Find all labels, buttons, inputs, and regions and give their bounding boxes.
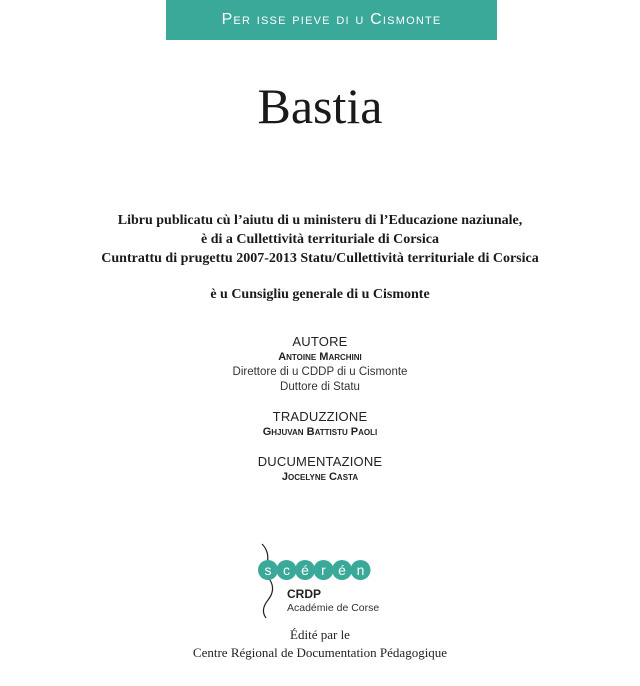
author-role: AUTORE	[292, 334, 348, 349]
page-title: Bastia	[257, 78, 383, 134]
documentation-name: Jocelyne Casta	[281, 471, 359, 483]
publisher-line-2: Centre Régional de Documentation Pédagogique	[192, 645, 448, 660]
series-banner	[166, 0, 497, 40]
intro-line-3: Cuntrattu di prugettu 2007-2013 Statu/Cullettività territuriale di Corsica	[101, 251, 539, 266]
author-detail-1: Direttore di u CDDP di u Cismonte	[232, 366, 408, 378]
translation-name: Ghjuvan Battistu Paoli	[262, 426, 378, 438]
credits-block	[0, 333, 640, 485]
logo-letter: r	[321, 562, 326, 578]
translation-role: TRADUZZIONE	[272, 409, 368, 424]
author-name: Antoine Marchini	[278, 351, 362, 363]
author-detail-2: Duttore di Statu	[280, 381, 360, 393]
credits-spacer	[0, 395, 640, 408]
logo-letter: é	[338, 562, 346, 578]
logo-letter: c	[283, 562, 290, 578]
logo-letter: s	[264, 562, 272, 578]
intro-paragraph	[0, 211, 640, 268]
academie-label: Académie de Corse	[287, 602, 380, 614]
crdp-label: CRDP	[287, 587, 322, 601]
logo-letter: é	[301, 562, 309, 578]
intro-line-1: Libru publicatu cù l’aiutu di u ministeru di l’Educazione naziunale,	[117, 213, 523, 228]
publisher-line-1: Édité par le	[290, 627, 350, 642]
council-line: è u Cunsigliu generale di u Cismonte	[210, 287, 430, 302]
credits-spacer	[0, 440, 640, 453]
series-title: Per isse pieve di u Cismonte	[221, 11, 442, 28]
sceren-logo	[240, 540, 400, 620]
intro-line-2: è di a Cullettività territuriale di Corsica	[201, 232, 439, 247]
publisher-block	[0, 626, 640, 662]
logo-letter: n	[356, 562, 365, 578]
documentation-role: DUCUMENTAZIONE	[257, 454, 383, 469]
